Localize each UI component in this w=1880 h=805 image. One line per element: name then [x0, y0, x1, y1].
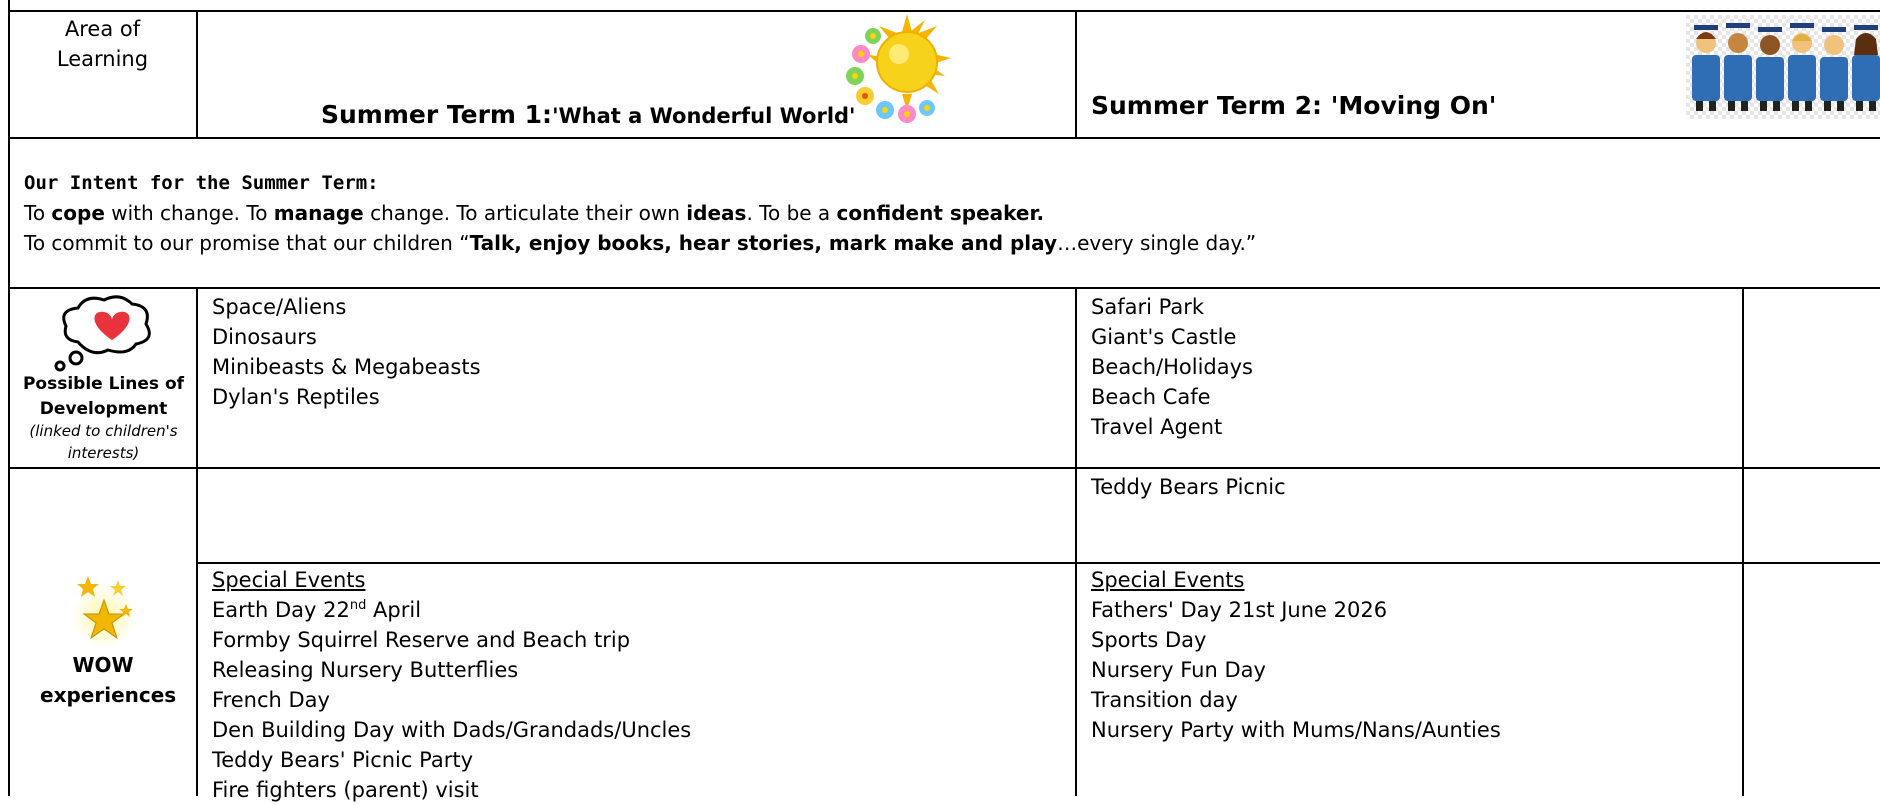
- list-item: Space/Aliens: [212, 295, 347, 319]
- grid-line: [196, 10, 198, 138]
- summer-term-1-title: [321, 100, 856, 129]
- intent-text-run: cope: [51, 201, 105, 225]
- lines-of-development-label: [12, 372, 195, 464]
- intent-line-1: [24, 201, 1044, 225]
- grid-line: [196, 562, 1880, 564]
- list-item: Fire fighters (parent) visit: [212, 778, 479, 802]
- term1-subtitle-text: 'What a Wonderful World': [552, 104, 856, 128]
- lines-of-development-title: Possible Lines of Development: [22, 374, 185, 419]
- heart-thought-bubble-icon: [48, 292, 158, 372]
- intent-text-run: ideas: [686, 201, 747, 225]
- intent-text-run: . To be a: [746, 201, 837, 225]
- list-item: Beach/Holidays: [1091, 355, 1254, 379]
- grid-line: [8, 467, 1880, 469]
- grid-line: [1742, 287, 1744, 796]
- list-item: Transition day: [1091, 688, 1238, 712]
- intent-line-2: [24, 231, 1256, 255]
- intent-text-run: To commit to our promise that our children “: [24, 231, 470, 255]
- gold-stars-icon: [70, 570, 138, 648]
- term2-special-events-list: [1091, 565, 1501, 745]
- wow-experiences-label: WOW experiences: [40, 653, 177, 707]
- term1-special-events-heading: Special Events: [212, 568, 366, 592]
- term2-lines-list: [1091, 292, 1253, 442]
- intent-text-run: Talk, enjoy books, hear stories, mark make and play: [469, 231, 1058, 255]
- term1-lines-list: [212, 292, 481, 412]
- term2-special-events-heading: Special Events: [1091, 568, 1245, 592]
- term2-wow-top-list: [1091, 472, 1286, 502]
- list-item: Nursery Fun Day: [1091, 658, 1266, 682]
- list-item: Travel Agent: [1091, 415, 1223, 439]
- list-item: Dinosaurs: [212, 325, 317, 349]
- list-item: Teddy Bears Picnic: [1091, 475, 1286, 499]
- sun-with-flowers-icon: [845, 14, 953, 126]
- intent-heading: Our Intent for the Summer Term:: [24, 172, 379, 194]
- grid-line: [8, 10, 1880, 12]
- grid-line: [1075, 10, 1077, 138]
- list-item: Teddy Bears' Picnic Party: [212, 748, 473, 772]
- earth-day-month: April: [366, 598, 422, 622]
- grid-line: [8, 287, 1880, 289]
- list-item: French Day: [212, 688, 330, 712]
- grid-line: [1075, 287, 1077, 796]
- earth-day-superscript: nd: [349, 598, 367, 613]
- list-item: Sports Day: [1091, 628, 1207, 652]
- term1-title-text: Summer Term 1:: [321, 100, 553, 129]
- earth-day-text: Earth Day 22: [212, 598, 350, 622]
- lines-of-development-note: (linked to children's interests): [29, 422, 178, 462]
- intent-text-run: confident speaker.: [836, 201, 1045, 225]
- list-item: Nursery Party with Mums/Nans/Aunties: [1091, 718, 1501, 742]
- area-of-learning-label: Area of Learning: [56, 17, 149, 71]
- intent-text-run: …every single day.”: [1057, 231, 1257, 255]
- intent-text-run: with change. To: [104, 201, 274, 225]
- list-item: Releasing Nursery Butterflies: [212, 658, 519, 682]
- list-item: Safari Park: [1091, 295, 1204, 319]
- list-item: Minibeasts & Megabeasts: [212, 355, 481, 379]
- list-item: [212, 595, 691, 625]
- intent-text-run: manage: [273, 201, 364, 225]
- summer-term-2-title: Summer Term 2: 'Moving On': [1091, 91, 1497, 120]
- term1-special-events-list: [212, 565, 691, 805]
- list-item: Formby Squirrel Reserve and Beach trip: [212, 628, 631, 652]
- graduates-icon: [1686, 15, 1880, 119]
- intent-text-run: To: [24, 201, 52, 225]
- list-item: Beach Cafe: [1091, 385, 1211, 409]
- grid-line: [8, 137, 1880, 139]
- grid-line: [196, 287, 198, 796]
- list-item: Den Building Day with Dads/Grandads/Uncles: [212, 718, 692, 742]
- list-item: Dylan's Reptiles: [212, 385, 380, 409]
- list-item: Giant's Castle: [1091, 325, 1237, 349]
- list-item: Fathers' Day 21st June 2026: [1091, 598, 1388, 622]
- intent-text-run: change. To articulate their own: [363, 201, 687, 225]
- grid-line: [8, 0, 10, 796]
